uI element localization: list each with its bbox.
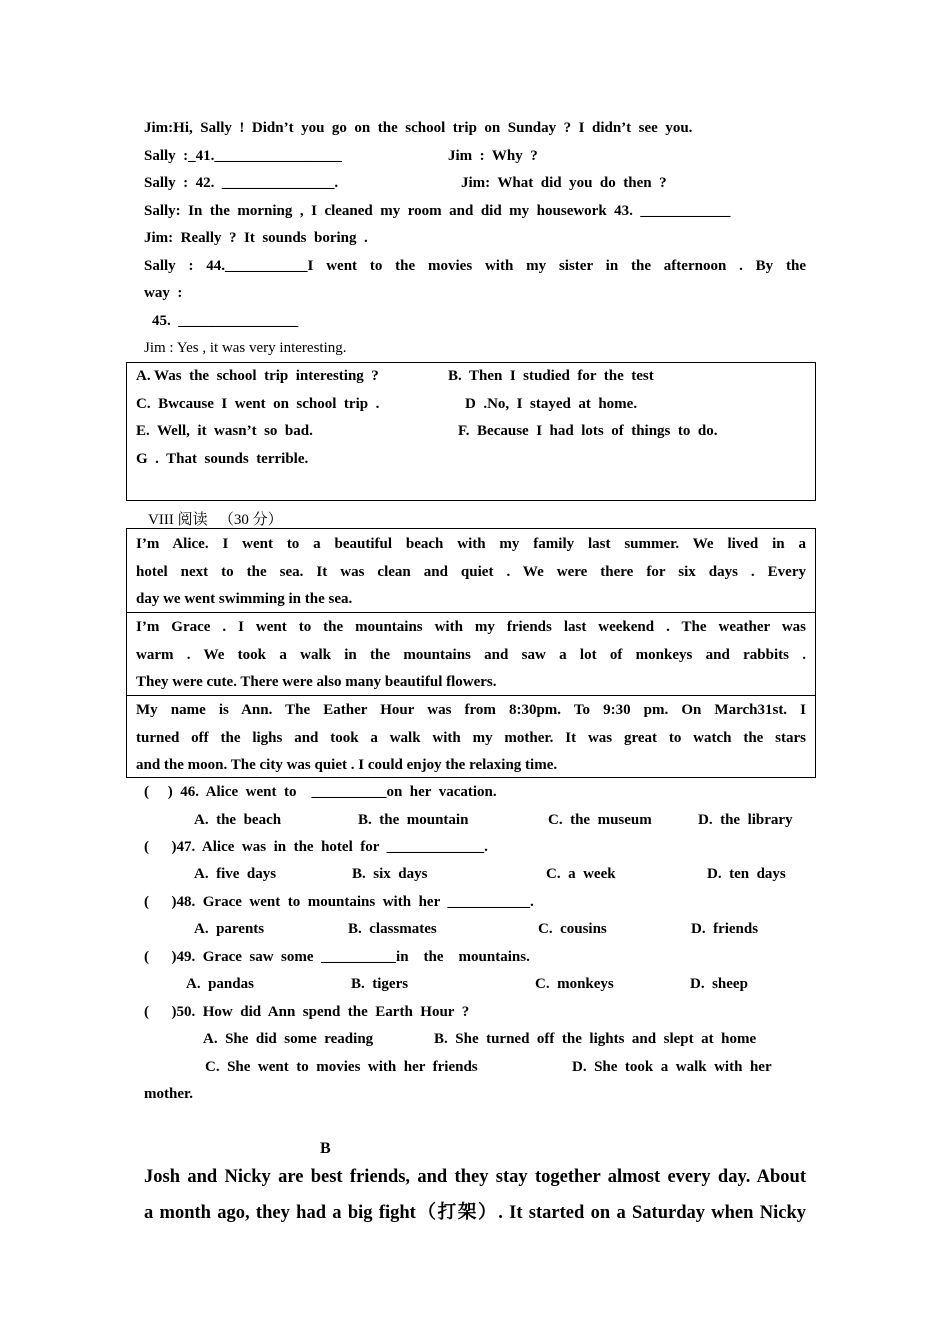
q47-option-c: C. a week xyxy=(546,866,616,882)
dialogue-line-4: Sally: In the morning , I cleaned my room and did my housework 43. ____________ xyxy=(144,203,731,219)
dialogue-line-2-jim: Jim : Why ? xyxy=(448,148,538,164)
grace-line-3: They were cute. There were also many beautiful flowers. xyxy=(136,674,497,690)
q50-option-d: D. She took a walk with her xyxy=(572,1059,772,1075)
passages-table xyxy=(126,528,816,778)
option-g: G . That sounds terrible. xyxy=(136,451,309,467)
q47-option-b: B. six days xyxy=(352,866,428,882)
part-b-line-1: Josh and Nicky are best friends, and they stay together almost every day. About xyxy=(144,1167,806,1187)
row-divider xyxy=(127,612,815,613)
alice-line-1: I’m Alice. I went to a beautiful beach with my family last summer. We lived in a xyxy=(136,536,806,552)
dialogue-line-1: Jim:Hi, Sally ! Didn’t you go on the school trip on Sunday ? I didn’t see you. xyxy=(144,120,693,136)
row-divider xyxy=(127,695,815,696)
q50-option-a: A. She did some reading xyxy=(203,1031,374,1047)
dialogue-line-6: Sally : 44.___________I went to the movies with my sister in the afternoon . By the xyxy=(144,258,806,274)
question-46: ( ) 46. Alice went to __________on her vacation. xyxy=(144,784,497,800)
dialogue-line-3-sally: Sally : 42. _______________. xyxy=(144,175,339,191)
option-b: B. Then I studied for the test xyxy=(448,368,654,384)
q46-option-d: D. the library xyxy=(698,812,793,828)
option-d: D .No, I stayed at home. xyxy=(465,396,638,412)
q50-option-c: C. She went to movies with her friends xyxy=(205,1059,478,1075)
alice-line-3: day we went swimming in the sea. xyxy=(136,591,353,607)
q49-option-c: C. monkeys xyxy=(535,976,614,992)
options-box xyxy=(126,362,816,501)
q47-option-d: D. ten days xyxy=(707,866,786,882)
dialogue-line-3-jim: Jim: What did you do then ? xyxy=(461,175,667,191)
part-b-line-2: a month ago, they had a big fight（打架）. It started on a Saturday when Nicky xyxy=(144,1203,806,1223)
q48-option-a: A. parents xyxy=(194,921,265,937)
q47-option-a: A. five days xyxy=(194,866,277,882)
q50-option-b: B. She turned off the lights and slept at home xyxy=(434,1031,757,1047)
grace-line-2: warm . We took a walk in the mountains and saw a lot of monkeys and rabbits . xyxy=(136,646,806,663)
dialogue-line-5: Jim: Really ? It sounds boring . xyxy=(144,230,368,246)
q49-option-b: B. tigers xyxy=(351,976,409,992)
option-e: E. Well, it wasn’t so bad. xyxy=(136,423,313,439)
q50-option-d-cont: mother. xyxy=(144,1086,194,1102)
alice-line-2: hotel next to the sea. It was clean and quiet . We were there for six days . Every xyxy=(136,563,806,580)
grace-line-1: I’m Grace . I went to the mountains with my friends last weekend . The weather was xyxy=(136,619,806,635)
dialogue-line-7: way : xyxy=(144,285,183,301)
part-b-heading: B xyxy=(320,1140,331,1157)
option-f: F. Because I had lots of things to do. xyxy=(458,423,718,439)
ann-line-3: and the moon. The city was quiet . I could enjoy the relaxing time. xyxy=(136,757,558,773)
passage-ann xyxy=(136,697,806,780)
q48-option-c: C. cousins xyxy=(538,921,607,937)
dialogue-line-2-sally: Sally :_41._________________ xyxy=(144,148,342,164)
q46-option-a: A. the beach xyxy=(194,812,282,828)
ann-line-1: My name is Ann. The Eather Hour was from 8:30pm. To 9:30 pm. On March31st. I xyxy=(136,702,806,718)
option-c: C. Bwcause I went on school trip . xyxy=(136,396,380,412)
q49-option-a: A. pandas xyxy=(186,976,254,992)
dialogue-line-8: 45. ________________ xyxy=(152,313,299,329)
section-heading: VIII 阅读 （30 分） xyxy=(148,512,283,528)
q46-option-b: B. the mountain xyxy=(358,812,469,828)
passage-grace xyxy=(136,614,806,697)
q46-option-c: C. the museum xyxy=(548,812,652,828)
q49-option-d: D. sheep xyxy=(690,976,748,992)
question-50: ( )50. How did Ann spend the Earth Hour ? xyxy=(144,1004,470,1020)
dialogue-line-9: Jim : Yes , it was very interesting. xyxy=(144,340,347,356)
question-48: ( )48. Grace went to mountains with her ___________. xyxy=(144,894,534,910)
q48-option-b: B. classmates xyxy=(348,921,437,937)
ann-line-2: turned off the lighs and took a walk with my mother. It was great to watch the stars xyxy=(136,729,806,746)
q48-option-d: D. friends xyxy=(691,921,759,937)
question-47: ( )47. Alice was in the hotel for _____________. xyxy=(144,839,488,855)
passage-alice xyxy=(136,531,806,614)
option-a: A. Was the school trip interesting ? xyxy=(136,368,379,384)
question-49: ( )49. Grace saw some __________in the mountains. xyxy=(144,949,530,965)
